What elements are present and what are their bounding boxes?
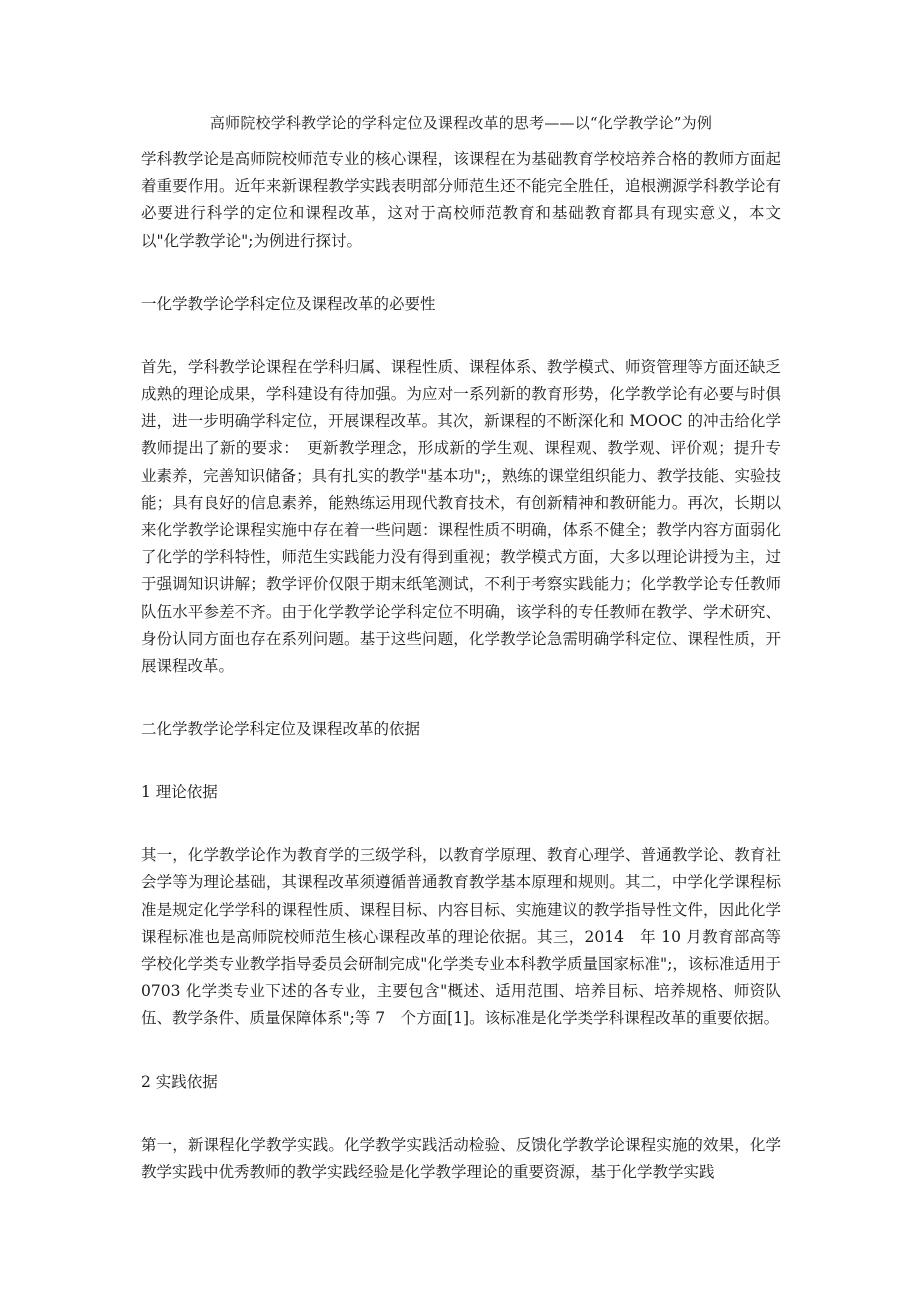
section1-heading: 一化学教学论学科定位及课程改革的必要性 [141,294,436,313]
section2-heading: 二化学教学论学科定位及课程改革的依据 [141,720,421,739]
document-page [141,112,781,1186]
section1-paragraph: 首先，学科教学论课程在学科归属、课程性质、课程体系、教学模式、师资管理等方面还缺乏成熟的理论成果，学科建设有待加强。为应对一系列新的教育形势，化学教学论有必要与时俱进，进一步明确学科定位，开展课程改革。其次，新课程的不断深化和 MOOC 的冲击给化学教师提出了新的要求： 更新教学理念，形成新的学生观、课程观、教学观、评价观；提升专业素养，完善知识储备；具有扎实的教学"基本功";，熟练的课堂组织能力、教学技能、实验技能；具有良好的信息素养，能熟练运用现代教育技术，有创新精神和教研能力。再次，长期以来化学教学论课程实施中存在着一些问题：课程性质不明确，体系不健全；教学内容方面弱化了化学的学科特性，师范生实践能力没有得到重视；教学模式方面，大多以理论讲授为主，过于强调知识讲解；教学评价仅限于期末纸笔测试，不利于考察实践能力；化学教学论专任教师队伍水平参差不齐。由于化学教学论学科定位不明确，该学科的专任教师在教学、学术研究、身份认同方面也存在系列问题。基于这些问题，化学教学论急需明确学科定位、课程性质，开展课程改革。 [141,357,781,676]
subsection-practice-heading: 2 实践依据 [141,1072,218,1091]
subsection-practice-paragraph: 第一，新课程化学教学实践。化学教学实践活动检验、反馈化学教学论课程实施的效果，化学教学实践中优秀教师的教学实践经验是化学教学理论的重要资源，基于化学教学实践 [141,1135,781,1181]
document-title: 高师院校学科教学论的学科定位及课程改革的思考——以“化学教学论”为例 [209,114,713,132]
subsection-theory-paragraph: 其一，化学教学论作为教育学的三级学科，以教育学原理、教育心理学、普通教学论、教育社会学等为理论基础，其课程改革须遵循普通教育教学基本原理和规则。其二，中学化学课程标准是规定化学学科的课程性质、课程目标、内容目标、实施建议的教学指导性文件，因此化学课程标准也是高师院校师范生核心课程改革的理论依据。其三，2014 年 10 月教育部高等学校化学类专业教学指导委员会研制完成"化学类专业本科教学质量国家标准";，该标准适用于 0703 化学类专业下述的各专业，主要包含"概述、适用范围、培养目标、培养规格、师资队伍、教学条件、质量保障体系";等 7 个方面[1]。该标准是化学类学科课程改革的重要依据。 [141,846,781,1028]
intro-paragraph: 学科教学论是高师院校师范专业的核心课程，该课程在为基础教育学校培养合格的教师方面起着重要作用。近年来新课程教学实践表明部分师范生还不能完全胜任，追根溯源学科教学论有必要进行科学的定位和课程改革，这对于高校师范教育和基础教育都具有现实意义，本文以"化学教学论";为例进行探讨。 [141,150,781,250]
subsection-theory-heading: 1 理论依据 [141,783,218,802]
